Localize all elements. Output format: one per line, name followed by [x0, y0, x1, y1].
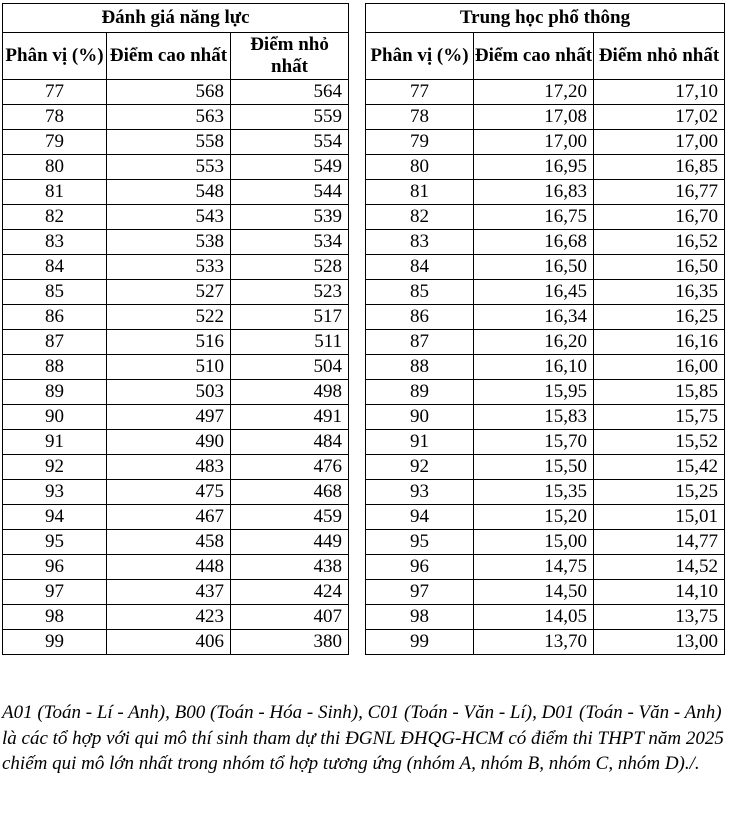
table-row [366, 355, 725, 380]
max-score-cell: 16,34 [474, 305, 594, 330]
min-score-cell: 517 [231, 305, 349, 330]
percentile-cell: 87 [366, 330, 474, 355]
table-row [366, 480, 725, 505]
percentile-cell: 84 [366, 255, 474, 280]
min-score-cell: 424 [231, 580, 349, 605]
max-score-cell: 538 [107, 230, 231, 255]
max-score-cell: 16,10 [474, 355, 594, 380]
min-score-cell: 459 [231, 505, 349, 530]
min-score-cell: 504 [231, 355, 349, 380]
max-score-cell: 14,50 [474, 580, 594, 605]
table-row [366, 230, 725, 255]
percentile-cell: 89 [3, 380, 107, 405]
percentile-cell: 78 [366, 105, 474, 130]
table-row [3, 580, 349, 605]
table-row [366, 505, 725, 530]
table-row [3, 130, 349, 155]
max-score-cell: 423 [107, 605, 231, 630]
min-score-cell: 17,00 [594, 130, 725, 155]
max-score-cell: 16,50 [474, 255, 594, 280]
min-score-cell: 15,52 [594, 430, 725, 455]
percentile-cell: 92 [366, 455, 474, 480]
max-score-cell: 568 [107, 80, 231, 105]
percentile-cell: 81 [366, 180, 474, 205]
table-row [3, 505, 349, 530]
min-score-cell: 523 [231, 280, 349, 305]
min-score-cell: 449 [231, 530, 349, 555]
percentile-cell: 99 [3, 630, 107, 655]
table-row [3, 530, 349, 555]
min-score-cell: 438 [231, 555, 349, 580]
percentile-cell: 96 [3, 555, 107, 580]
min-score-cell: 484 [231, 430, 349, 455]
max-score-cell: 15,35 [474, 480, 594, 505]
max-score-cell: 448 [107, 555, 231, 580]
max-score-cell: 558 [107, 130, 231, 155]
min-score-cell: 14,52 [594, 555, 725, 580]
percentile-cell: 96 [366, 555, 474, 580]
percentile-cell: 80 [366, 155, 474, 180]
percentile-cell: 90 [3, 405, 107, 430]
min-score-cell: 16,00 [594, 355, 725, 380]
max-score-cell: 543 [107, 205, 231, 230]
percentile-cell: 94 [366, 505, 474, 530]
table-row [3, 80, 349, 105]
table-row [3, 405, 349, 430]
table-row [3, 380, 349, 405]
max-score-cell: 16,20 [474, 330, 594, 355]
min-score-cell: 16,35 [594, 280, 725, 305]
table-row [366, 530, 725, 555]
percentile-cell: 86 [366, 305, 474, 330]
max-score-cell: 467 [107, 505, 231, 530]
max-score-cell: 533 [107, 255, 231, 280]
min-score-cell: 491 [231, 405, 349, 430]
table-row [366, 280, 725, 305]
table-row [3, 330, 349, 355]
percentile-cell: 98 [3, 605, 107, 630]
table-row [3, 480, 349, 505]
min-score-cell: 15,42 [594, 455, 725, 480]
min-score-cell: 14,77 [594, 530, 725, 555]
table-row [3, 630, 349, 655]
percentile-cell: 91 [366, 430, 474, 455]
percentile-cell: 93 [366, 480, 474, 505]
percentile-cell: 86 [3, 305, 107, 330]
dgnl-table [2, 3, 349, 655]
min-score-cell: 16,85 [594, 155, 725, 180]
thpt-header-max: Điểm cao nhất [474, 33, 594, 80]
table-row [3, 305, 349, 330]
table-row [366, 130, 725, 155]
percentile-cell: 78 [3, 105, 107, 130]
min-score-cell: 539 [231, 205, 349, 230]
table-row [3, 555, 349, 580]
max-score-cell: 13,70 [474, 630, 594, 655]
min-score-cell: 16,77 [594, 180, 725, 205]
percentile-cell: 88 [366, 355, 474, 380]
table-row [3, 105, 349, 130]
table-row [366, 180, 725, 205]
percentile-cell: 82 [3, 205, 107, 230]
percentile-cell: 95 [366, 530, 474, 555]
percentile-cell: 97 [3, 580, 107, 605]
max-score-cell: 16,75 [474, 205, 594, 230]
footnote: A01 (Toán - Lí - Anh), B00 (Toán - Hóa - Sinh), C01 (Toán - Văn - Lí), D01 (Toán - Văn - Anh) là các tổ hợp với qui mô thí sinh tham dự thi ĐGNL ĐHQG-HCM có điểm thi THPT năm 2025 chiếm qui mô lớn nhất trong nhóm tổ hợp tương ứng (nhóm A, nhóm B, nhóm C, nhóm D)./. [2, 702, 724, 774]
percentile-cell: 97 [366, 580, 474, 605]
max-score-cell: 16,45 [474, 280, 594, 305]
dgnl-header-percentile: Phân vị (%) [3, 33, 107, 80]
min-score-cell: 528 [231, 255, 349, 280]
dgnl-header-max: Điểm cao nhất [107, 33, 231, 80]
min-score-cell: 498 [231, 380, 349, 405]
min-score-cell: 17,02 [594, 105, 725, 130]
min-score-cell: 15,85 [594, 380, 725, 405]
min-score-cell: 544 [231, 180, 349, 205]
min-score-cell: 549 [231, 155, 349, 180]
max-score-cell: 15,83 [474, 405, 594, 430]
max-score-cell: 522 [107, 305, 231, 330]
max-score-cell: 17,08 [474, 105, 594, 130]
percentile-cell: 77 [366, 80, 474, 105]
min-score-cell: 15,75 [594, 405, 725, 430]
max-score-cell: 15,70 [474, 430, 594, 455]
table-row [366, 555, 725, 580]
table-row [3, 205, 349, 230]
max-score-cell: 503 [107, 380, 231, 405]
max-score-cell: 14,75 [474, 555, 594, 580]
table-row [366, 580, 725, 605]
percentile-cell: 93 [3, 480, 107, 505]
percentile-cell: 82 [366, 205, 474, 230]
thpt-table [365, 3, 725, 655]
percentile-cell: 79 [3, 130, 107, 155]
max-score-cell: 15,20 [474, 505, 594, 530]
table-row [3, 355, 349, 380]
max-score-cell: 15,95 [474, 380, 594, 405]
min-score-cell: 468 [231, 480, 349, 505]
min-score-cell: 15,01 [594, 505, 725, 530]
percentile-cell: 99 [366, 630, 474, 655]
max-score-cell: 548 [107, 180, 231, 205]
percentile-cell: 79 [366, 130, 474, 155]
percentile-cell: 84 [3, 255, 107, 280]
table-row [3, 280, 349, 305]
max-score-cell: 406 [107, 630, 231, 655]
percentile-cell: 85 [366, 280, 474, 305]
min-score-cell: 13,00 [594, 630, 725, 655]
min-score-cell: 380 [231, 630, 349, 655]
table-row [366, 430, 725, 455]
min-score-cell: 554 [231, 130, 349, 155]
max-score-cell: 553 [107, 155, 231, 180]
table-row [366, 630, 725, 655]
min-score-cell: 16,25 [594, 305, 725, 330]
max-score-cell: 458 [107, 530, 231, 555]
percentile-cell: 81 [3, 180, 107, 205]
min-score-cell: 511 [231, 330, 349, 355]
percentile-cell: 95 [3, 530, 107, 555]
dgnl-title: Đánh giá năng lực [3, 4, 349, 33]
percentile-cell: 77 [3, 80, 107, 105]
min-score-cell: 13,75 [594, 605, 725, 630]
percentile-cell: 83 [3, 230, 107, 255]
table-row [366, 80, 725, 105]
max-score-cell: 563 [107, 105, 231, 130]
min-score-cell: 564 [231, 80, 349, 105]
table-row [3, 455, 349, 480]
percentile-cell: 89 [366, 380, 474, 405]
min-score-cell: 16,52 [594, 230, 725, 255]
max-score-cell: 437 [107, 580, 231, 605]
max-score-cell: 497 [107, 405, 231, 430]
min-score-cell: 16,50 [594, 255, 725, 280]
table-row [3, 430, 349, 455]
min-score-cell: 16,16 [594, 330, 725, 355]
table-row [366, 205, 725, 230]
percentile-cell: 83 [366, 230, 474, 255]
max-score-cell: 14,05 [474, 605, 594, 630]
max-score-cell: 16,83 [474, 180, 594, 205]
max-score-cell: 475 [107, 480, 231, 505]
table-row [366, 405, 725, 430]
table-row [366, 305, 725, 330]
min-score-cell: 17,10 [594, 80, 725, 105]
table-row [366, 255, 725, 280]
thpt-header-min: Điểm nhỏ nhất [594, 33, 725, 80]
max-score-cell: 15,00 [474, 530, 594, 555]
table-row [366, 105, 725, 130]
max-score-cell: 516 [107, 330, 231, 355]
thpt-title: Trung học phổ thông [366, 4, 725, 33]
percentile-cell: 94 [3, 505, 107, 530]
table-row [366, 605, 725, 630]
percentile-cell: 90 [366, 405, 474, 430]
percentile-cell: 92 [3, 455, 107, 480]
max-score-cell: 16,95 [474, 155, 594, 180]
max-score-cell: 17,20 [474, 80, 594, 105]
table-row [3, 180, 349, 205]
min-score-cell: 14,10 [594, 580, 725, 605]
max-score-cell: 16,68 [474, 230, 594, 255]
table-row [366, 380, 725, 405]
table-row [3, 230, 349, 255]
percentile-cell: 91 [3, 430, 107, 455]
percentile-cell: 98 [366, 605, 474, 630]
max-score-cell: 15,50 [474, 455, 594, 480]
percentile-cell: 80 [3, 155, 107, 180]
min-score-cell: 559 [231, 105, 349, 130]
thpt-header-percentile: Phân vị (%) [366, 33, 474, 80]
table-row [3, 155, 349, 180]
dgnl-header-min: Điểm nhỏ nhất [231, 33, 349, 80]
min-score-cell: 407 [231, 605, 349, 630]
table-row [366, 330, 725, 355]
max-score-cell: 483 [107, 455, 231, 480]
min-score-cell: 534 [231, 230, 349, 255]
table-row [3, 605, 349, 630]
min-score-cell: 15,25 [594, 480, 725, 505]
percentile-cell: 88 [3, 355, 107, 380]
percentile-cell: 87 [3, 330, 107, 355]
min-score-cell: 476 [231, 455, 349, 480]
max-score-cell: 527 [107, 280, 231, 305]
max-score-cell: 17,00 [474, 130, 594, 155]
max-score-cell: 510 [107, 355, 231, 380]
min-score-cell: 16,70 [594, 205, 725, 230]
percentile-cell: 85 [3, 280, 107, 305]
table-row [366, 455, 725, 480]
max-score-cell: 490 [107, 430, 231, 455]
table-row [366, 155, 725, 180]
table-row [3, 255, 349, 280]
